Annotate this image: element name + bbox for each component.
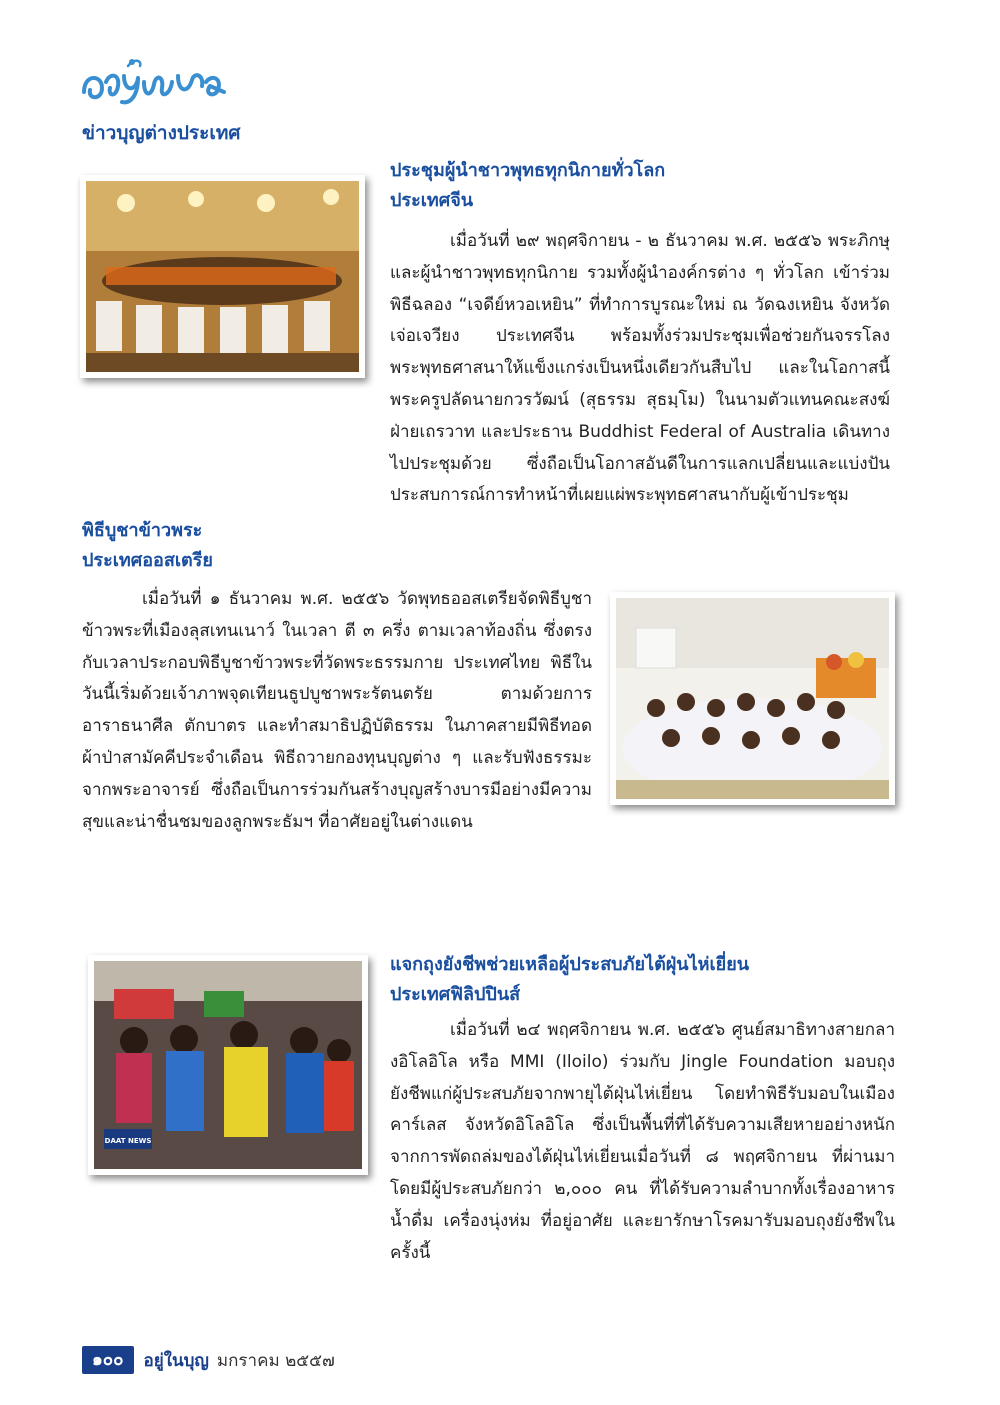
article-title-text: พิธีบูชาข้าวพระ (82, 520, 203, 541)
article-title-text: ประชุมผู้นำชาวพุทธทุกนิกายทั่วโลก (390, 160, 666, 181)
article-title (390, 950, 900, 1010)
article-country: ประเทศจีน (390, 190, 474, 211)
article-title (82, 516, 582, 576)
page-number: ๑๐๐ (82, 1346, 134, 1374)
footer-magazine-name: อยู่ในบุญ (143, 1350, 209, 1371)
article-country: ประเทศออสเตรีย (82, 550, 213, 571)
article-paragraph: เมื่อวันที่ ๒๔ พฤศจิกายน พ.ศ. ๒๕๕๖ ศูนย์สมาธิทางสายกลางอิโลอิโล หรือ MMI (Iloilo) ร่วมกับ Jingle Foundation มอบถุงยังชีพแก่ผู้ประสบภัยจากพายุไต้ฝุ่นไห่เยี่ยน โดยทำพิธีรับมอบในเมืองคาร์เลส จังหวัดอิโลอิโล ซึ่งเป็นพื้นที่ที่ได้รับความเสียหายอย่างหนักจากการพัดถล่มของไต้ฝุ่นไห่เยี่ยนเมื่อวันที่ ๘ พฤศจิกายน ที่ผ่านมา โดยมีผู้ประสบภัยกว่า ๒,๐๐๐ คน ที่ได้รับความลำบากทั้งเรื่องอาหาร น้ำดื่ม เครื่องนุ่งห่ม ที่อยู่อาศัย และยารักษาโรคมารับมอบถุงยังชีพในครั้งนี้ (390, 1020, 895, 1263)
section-title: ข่าวบุญต่างประเทศ (82, 122, 241, 144)
article-title-text: แจกถุงยังชีพช่วยเหลือผู้ประสบภัยไต้ฝุ่นไห่เยี่ยน (390, 954, 750, 975)
photo-overlay-caption: DAAT NEWS (104, 1137, 152, 1145)
article-body (390, 226, 890, 512)
ceremony-photo (610, 592, 895, 805)
article-country: ประเทศฟิลิปปินส์ (390, 984, 521, 1005)
footer-issue-date: มกราคม ๒๕๕๗ (216, 1350, 335, 1371)
article-body (82, 584, 592, 838)
magazine-logo (80, 52, 230, 108)
conference-photo (80, 175, 365, 378)
article-title (390, 156, 900, 216)
article-paragraph: เมื่อวันที่ ๑ ธันวาคม พ.ศ. ๒๕๕๖ วัดพุทธออสเตรียจัดพิธีบูชาข้าวพระที่เมืองลุสเทนเนาว์ ในเวลา ตี ๓ ครึ่ง ตามเวลาท้องถิ่น ซึ่งตรงกับเวลาประกอบพิธีบูชาข้าวพระที่วัดพระธรรมกาย ประเทศไทย พิธีในวันนี้เริ่มด้วยเจ้าภาพจุดเทียนธูปบูชาพระรัตนตรัย ตามด้วยการอาราธนาศีล ตักบาตร และทำสมาธิปฏิบัติธรรม ในภาคสายมีพิธีทอดผ้าป่าสามัคคีประจำเดือน พิธีถวายกองทุนบุญต่าง ๆ และรับฟังธรรมะจากพระอาจารย์ ซึ่งถือเป็นการร่วมกันสร้างบุญสร้างบารมีอย่างมีความสุขและน่าชื่นชมของลูกพระธัมฯ ที่อาศัยอยู่ในต่างแดน (82, 589, 592, 832)
article-paragraph: เมื่อวันที่ ๒๙ พฤศจิกายน - ๒ ธันวาคม พ.ศ. ๒๕๕๖ พระภิกษุและผู้นำชาวพุทธทุกนิกาย รวมทั้งผู้นำองค์กรต่าง ๆ ทั่วโลก เข้าร่วมพิธีฉลอง “เจดีย์หวอเหยิน” ที่ทำการบูรณะใหม่ ณ วัดฉงเหยิน จังหวัดเจ่อเจวียง ประเทศจีน พร้อมทั้งร่วมประชุมเพื่อช่วยกันจรรโลงพระพุทธศาสนาให้แข็งแกร่งเป็นหนึ่งเดียวกันสืบไป และในโอกาสนี้พระครูปลัดนายกวรวัฒน์ (สุธรรม สุธมฺโม) ในนามตัวแทนคณะสงฆ์ฝ่ายเถรวาท และประธาน Buddhist Federal of Australia เดินทางไปประชุมด้วย ซึ่งถือเป็นโอกาสอันดีในการแลกเปลี่ยนและแบ่งปันประสบการณ์การทำหน้าที่เผยแผ่พระพุทธศาสนากับผู้เข้าประชุม (390, 231, 890, 506)
page-footer (82, 1346, 335, 1374)
article-body (390, 1015, 895, 1269)
relief-photo (88, 955, 368, 1175)
